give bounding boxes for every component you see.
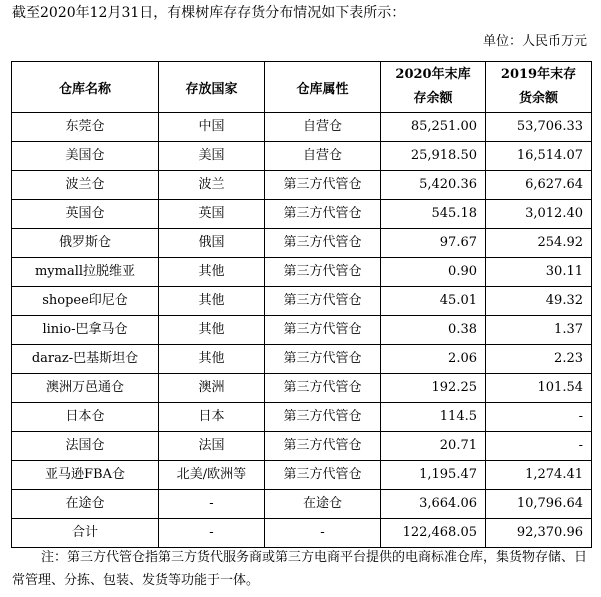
warehouse-type-cell: 自营仓 [265,142,381,171]
balance-2020-cell: 20.71 [381,432,486,461]
country-cell: 日本 [159,403,265,432]
balance-2020-cell: 114.5 [381,403,486,432]
warehouse-type-cell: 第三方代管仓 [265,258,381,287]
intro-text: 截至2020年12月31日，有棵树库存存货分布情况如下表所示： [12,5,406,21]
table-row [12,403,592,432]
balance-2020-cell: 2.06 [381,345,486,374]
warehouse-type-cell: 第三方代管仓 [265,229,381,258]
balance-2020-cell: 97.67 [381,229,486,258]
country-cell: 俄国 [159,229,265,258]
warehouse-name-cell: 法国仓 [12,432,159,461]
balance-2019-cell: 254.92 [486,229,592,258]
table-row [12,200,592,229]
country-cell: 波兰 [159,171,265,200]
warehouse-type-cell: - [265,519,381,548]
table-row [12,171,592,200]
table-row [12,345,592,374]
warehouse-name-cell: 在途仓 [12,490,159,519]
country-cell: 其他 [159,316,265,345]
warehouse-name-cell: 美国仓 [12,142,159,171]
warehouse-type-cell: 第三方代管仓 [265,432,381,461]
table-row [12,461,592,490]
table-row [12,229,592,258]
warehouse-name-cell: 合计 [12,519,159,548]
balance-2020-cell: 0.38 [381,316,486,345]
balance-2019-cell: - [486,432,592,461]
warehouse-type-cell: 第三方代管仓 [265,345,381,374]
balance-2020-cell: 1,195.47 [381,461,486,490]
balance-2020-cell: 45.01 [381,287,486,316]
balance-2019-cell: 2.23 [486,345,592,374]
warehouse-name-cell: 英国仓 [12,200,159,229]
balance-2020-cell: 122,468.05 [381,519,486,548]
balance-2020-cell: 545.18 [381,200,486,229]
balance-2019-cell: 53,706.33 [486,113,592,142]
country-cell: 其他 [159,258,265,287]
balance-2019-cell: 92,370.96 [486,519,592,548]
warehouse-name-cell: 波兰仓 [12,171,159,200]
header-2019-balance: 2019年末存货余额 [486,62,592,113]
country-cell: 中国 [159,113,265,142]
balance-2019-cell: 10,796.64 [486,490,592,519]
table-row [12,287,592,316]
table-row [12,113,592,142]
table-row [12,316,592,345]
warehouse-type-cell: 第三方代管仓 [265,461,381,490]
warehouse-name-cell: 亚马逊FBA仓 [12,461,159,490]
balance-2019-cell: 1,274.41 [486,461,592,490]
country-cell: 其他 [159,345,265,374]
country-cell: 北美/欧洲等 [159,461,265,490]
balance-2019-cell: - [486,403,592,432]
balance-2020-cell: 85,251.00 [381,113,486,142]
balance-2020-cell: 0.90 [381,258,486,287]
table-body [12,113,592,548]
warehouse-name-cell: 日本仓 [12,403,159,432]
balance-2019-cell: 30.11 [486,258,592,287]
warehouse-type-cell: 第三方代管仓 [265,403,381,432]
unit-label: 单位：人民币万元 [482,34,587,49]
balance-2019-cell: 101.54 [486,374,592,403]
header-warehouse-name: 仓库名称 [12,62,159,113]
table-row [12,142,592,171]
balance-2020-cell: 25,918.50 [381,142,486,171]
country-cell: 其他 [159,287,265,316]
warehouse-name-cell: 东莞仓 [12,113,159,142]
balance-2020-cell: 192.25 [381,374,486,403]
table-row [12,258,592,287]
header-2020-balance: 2020年末库存余额 [381,62,486,113]
balance-2020-cell: 3,664.06 [381,490,486,519]
warehouse-name-cell: shopee印尼仓 [12,287,159,316]
header-warehouse-type: 仓库属性 [265,62,381,113]
table-header-row [12,62,592,113]
table-row [12,432,592,461]
inventory-table [11,61,592,548]
warehouse-type-cell: 第三方代管仓 [265,287,381,316]
warehouse-name-cell: 澳洲万邑通仓 [12,374,159,403]
warehouse-type-cell: 第三方代管仓 [265,171,381,200]
balance-2020-cell: 5,420.36 [381,171,486,200]
balance-2019-cell: 3,012.40 [486,200,592,229]
warehouse-name-cell: daraz-巴基斯坦仓 [12,345,159,374]
country-cell: - [159,519,265,548]
country-cell: 法国 [159,432,265,461]
country-cell: 澳洲 [159,374,265,403]
header-country: 存放国家 [159,62,265,113]
warehouse-type-cell: 第三方代管仓 [265,200,381,229]
footnote: 注：第三方代管仓指第三方货代服务商或第三方电商平台提供的电商标准仓库，集货物存储、日常管理、分拣、包装、发货等功能于一体。 [12,550,588,588]
country-cell: 美国 [159,142,265,171]
warehouse-type-cell: 第三方代管仓 [265,374,381,403]
warehouse-type-cell: 在途仓 [265,490,381,519]
warehouse-name-cell: 俄罗斯仓 [12,229,159,258]
table-row [12,374,592,403]
balance-2019-cell: 6,627.64 [486,171,592,200]
warehouse-name-cell: mymall拉脱维亚 [12,258,159,287]
warehouse-name-cell: linio-巴拿马仓 [12,316,159,345]
total-row [12,519,592,548]
balance-2019-cell: 49.32 [486,287,592,316]
warehouse-type-cell: 自营仓 [265,113,381,142]
warehouse-type-cell: 第三方代管仓 [265,316,381,345]
country-cell: 英国 [159,200,265,229]
country-cell: - [159,490,265,519]
table-row [12,490,592,519]
balance-2019-cell: 1.37 [486,316,592,345]
balance-2019-cell: 16,514.07 [486,142,592,171]
